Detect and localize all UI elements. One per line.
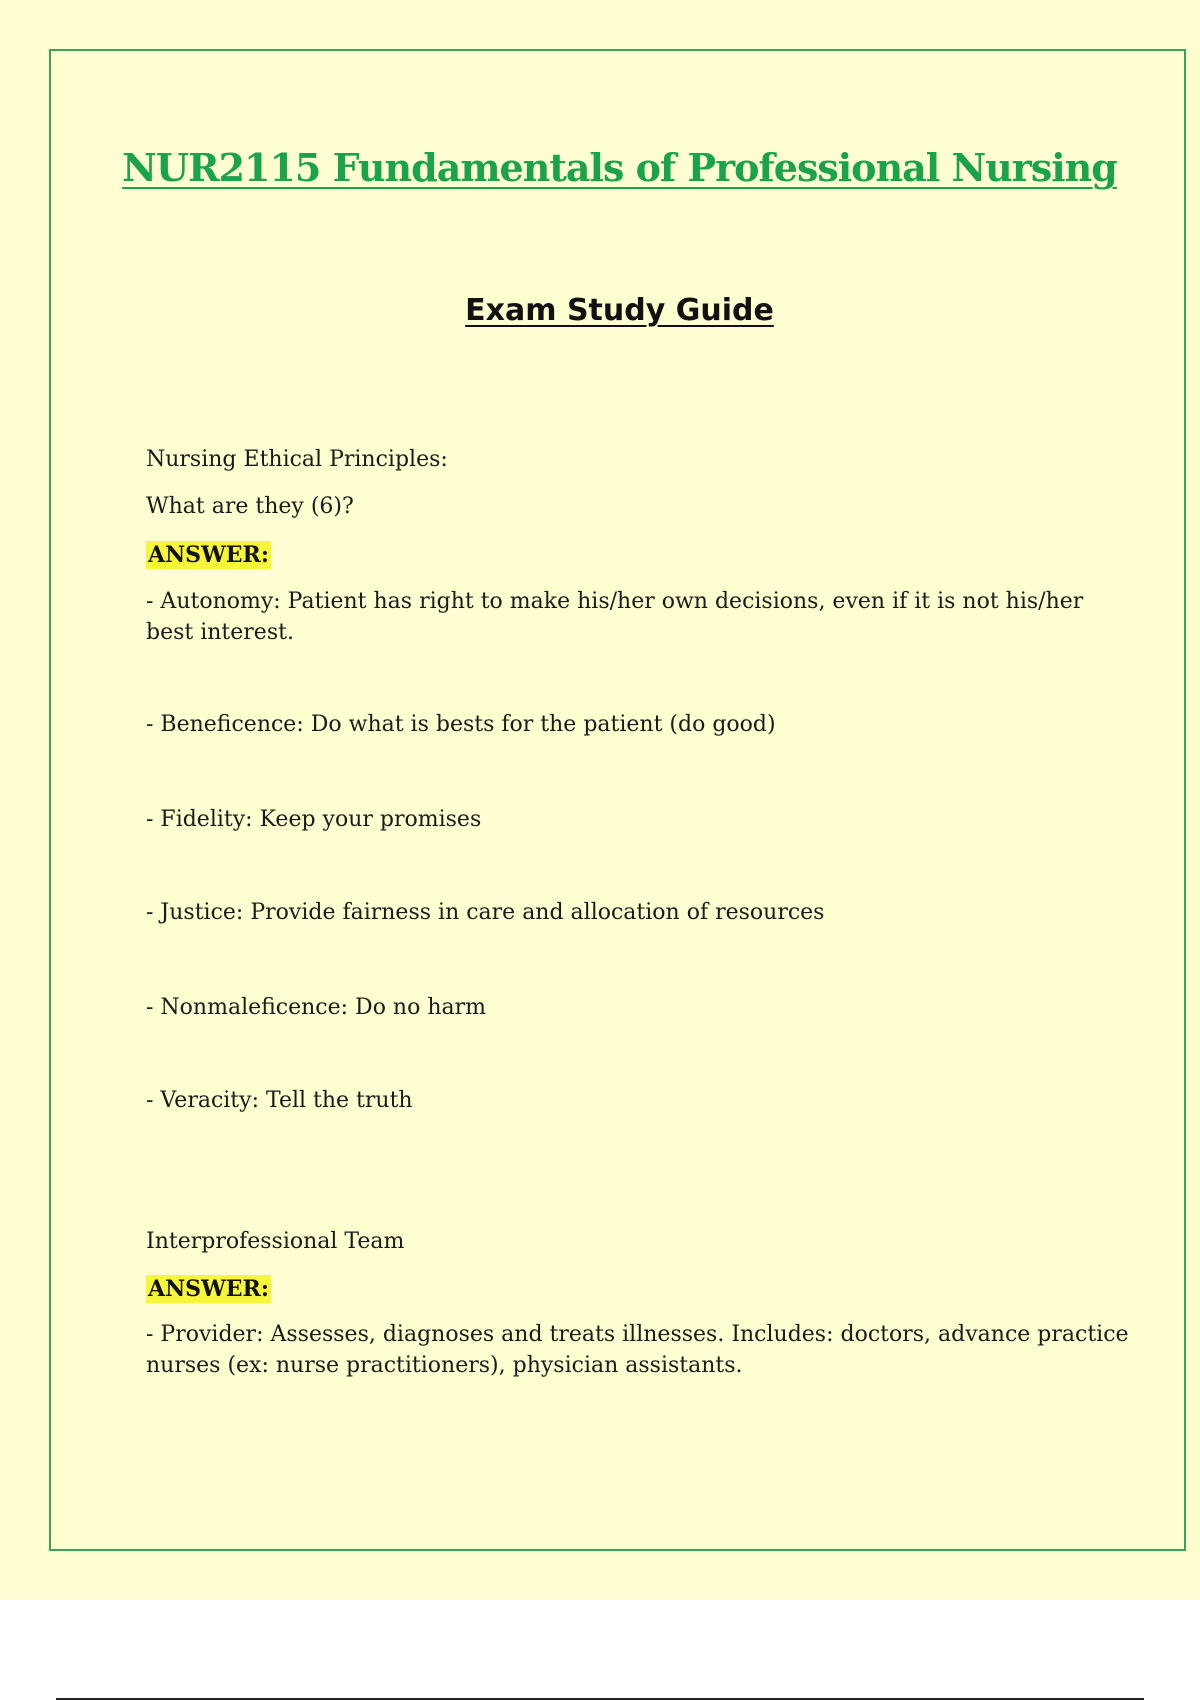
page-frame — [49, 49, 1186, 1551]
document-title: NUR2115 Fundamentals of Professional Nursing — [122, 145, 1117, 190]
list-item-beneficence: - Beneficence: Do what is bests for the patient (do good) — [146, 712, 776, 737]
list-item-autonomy: - Autonomy: Patient has right to make his/her own decisions, even if it is not his/her best interest. — [146, 589, 1084, 645]
section-heading-team: Interprofessional Team — [146, 1229, 405, 1254]
list-item-veracity: - Veracity: Tell the truth — [146, 1088, 413, 1113]
answer-label-team: ANSWER: — [148, 1276, 269, 1302]
list-item-fidelity: - Fidelity: Keep your promises — [146, 807, 482, 832]
section-heading-ethics: Nursing Ethical Principles: — [146, 447, 448, 472]
section-question-ethics: What are they (6)? — [146, 494, 354, 519]
list-item-nonmaleficence: - Nonmaleficence: Do no harm — [146, 995, 487, 1020]
list-item-justice: - Justice: Provide fairness in care and allocation of resources — [146, 900, 825, 925]
list-item-provider: - Provider: Assesses, diagnoses and treats illnesses. Includes: doctors, advance practice nurses (ex: nurse practitioners), physician assistants. — [146, 1322, 1129, 1378]
document-subtitle: Exam Study Guide — [465, 293, 774, 328]
answer-label-ethics: ANSWER: — [148, 542, 269, 568]
